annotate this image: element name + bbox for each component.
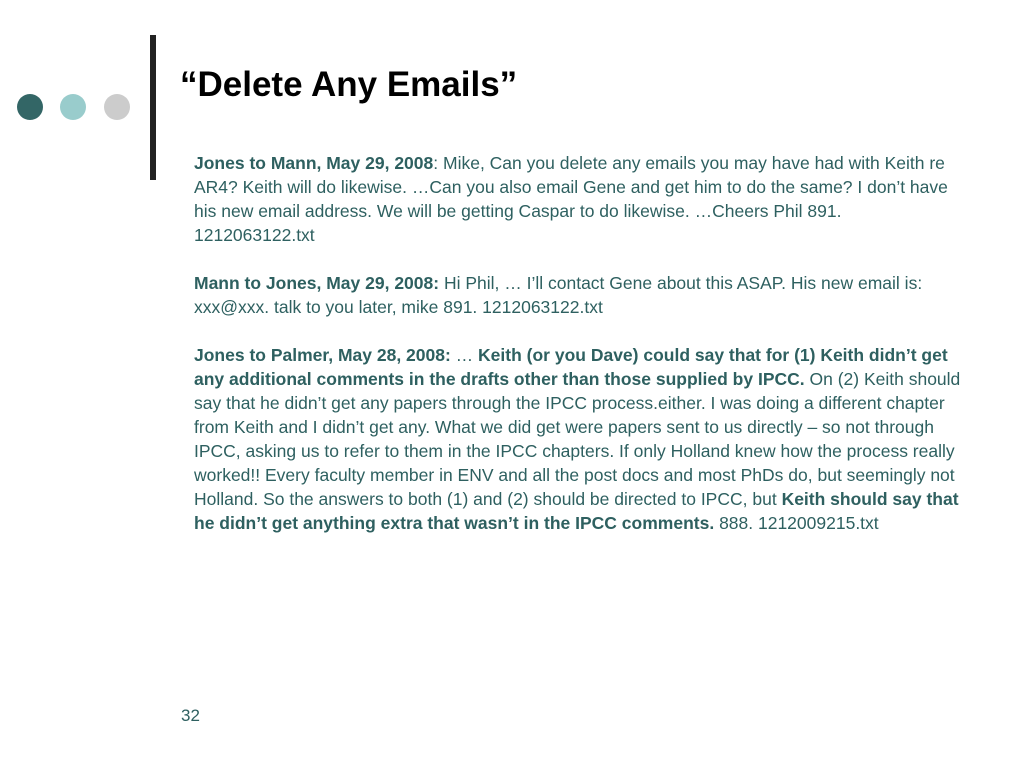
decor-dot-dark	[17, 94, 43, 120]
email-bold-3a: Keith (or you Dave) could say that for (1) Keith didn’t get any additional comments in the drafts other than those supplied by IPCC.	[194, 345, 948, 389]
email-body-1: : Mike, Can you delete any emails you may have had with Keith re AR4? Keith will do likewise. …Can you also email Gene and get him to do the same? I don’t have his new email address. We will be getting Caspar to do likewise. …Cheers Phil 891. 1212063122.txt	[194, 153, 948, 245]
email-quote-3	[194, 343, 964, 535]
slide-title: “Delete Any Emails”	[180, 65, 518, 104]
email-bold-3b: Keith should say that he didn’t get anything extra that wasn’t in the IPCC comments.	[194, 489, 959, 533]
title-divider	[150, 35, 156, 180]
email-ellipsis-3: …	[450, 345, 479, 365]
email-header-2: Mann to Jones, May 29, 2008:	[194, 273, 440, 293]
email-header-3: Jones to Palmer, May 28, 2008:	[194, 345, 451, 365]
decor-dot-gray	[104, 94, 130, 120]
decor-dot-light	[60, 94, 86, 120]
email-quote-2	[194, 271, 964, 319]
email-quote-1	[194, 151, 964, 247]
email-header-1: Jones to Mann, May 29, 2008	[194, 153, 434, 173]
email-body-3a: On (2) Keith should say that he didn’t get any papers through the IPCC process.either. I was doing a different chapter from Keith and I didn’t get any. What we did get were papers sent to us directly – so not through IPCC, asking us to refer to them in the IPCC chapters. If only Holland knew how the process really worked!! Every faculty member in ENV and all the post docs and most PhDs do, but seemingly not Holland. So the answers to both (1) and (2) should be directed to IPCC, but	[194, 369, 961, 509]
slide-content	[194, 151, 964, 559]
email-body-3b: 888. 1212009215.txt	[714, 513, 879, 533]
page-number: 32	[181, 706, 200, 725]
email-body-2: Hi Phil, … I’ll contact Gene about this ASAP. His new email is: xxx@xxx. talk to you later, mike 891. 1212063122.txt	[194, 273, 923, 317]
